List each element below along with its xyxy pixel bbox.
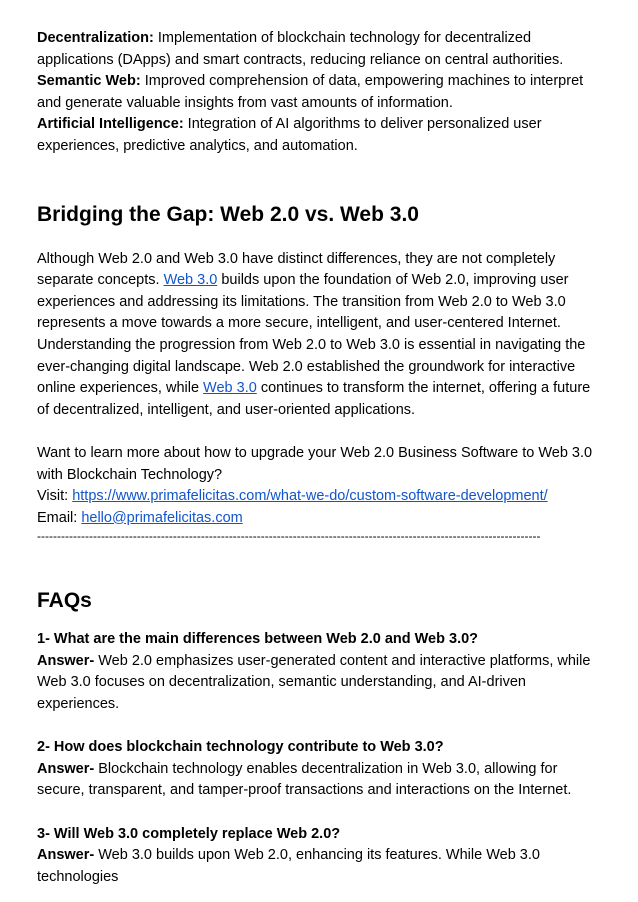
visit-link[interactable]: https://www.primafelicitas.com/what-we-do/custom-software-development/ <box>72 488 548 505</box>
spacer <box>37 716 599 738</box>
faq-answer <box>37 845 599 888</box>
intro-text: Integration of AI algorithms to deliver personalized user experiences, predictive analytics, and automation. <box>37 116 542 154</box>
web3-link[interactable]: Web 3.0 <box>203 380 257 397</box>
cta-email <box>37 508 599 530</box>
spacer <box>37 421 599 443</box>
intro-item-ai <box>37 114 599 157</box>
divider-line: ------------------------------------------------------------------------------------------------------------------------------ <box>37 529 541 544</box>
bridge-paragraph-1 <box>37 249 599 335</box>
answer-label: Answer- <box>37 847 95 864</box>
answer-text: Blockchain technology enables decentralization in Web 3.0, allowing for secure, transparent, and tamper-proof transactions and interactions on the Internet. <box>37 760 572 799</box>
answer-text: Web 2.0 emphasizes user-generated content and interactive platforms, while Web 3.0 focuses on decentralization, semantic understanding, and AI-driven experiences. <box>37 652 591 713</box>
faq-answer <box>37 651 599 716</box>
bridge-heading: Bridging the Gap: Web 2.0 vs. Web 3.0 <box>37 202 419 226</box>
faq-question: 1- What are the main differences between Web 2.0 and Web 3.0? <box>37 631 479 648</box>
faq-heading: FAQs <box>37 589 92 613</box>
intro-term: Semantic Web: <box>37 73 141 90</box>
bridge-text: builds upon the foundation of Web 2.0, improving user experiences and addressing its limitations. The transition from Web 2.0 to Web 3.0 represents a move towards a more secure, intelligent, and user-centered Internet. <box>37 272 569 332</box>
bridge-text: continues to transform the internet, offering a future of decentralized, intelligent, and user-oriented applications. <box>37 380 591 418</box>
intro-term: Decentralization: <box>37 30 154 46</box>
bridge-text: Although Web 2.0 and Web 3.0 have distinct differences, they are not completely separate concepts. <box>37 250 556 289</box>
intro-text: Improved comprehension of data, empowering machines to interpret and generate valuable insights from vast amounts of information. <box>37 73 584 111</box>
visit-label: Visit: <box>37 488 73 505</box>
bridge-text: Understanding the progression from Web 2.0 to Web 3.0 is essential in navigating the ever-changing digital landscape. Web 2.0 established the groundwork for interactive online experiences, while <box>37 336 586 397</box>
faq-question: 2- How does blockchain technology contribute to Web 3.0? <box>37 739 444 756</box>
email-label: Email: <box>37 509 82 526</box>
intro-term: Artificial Intelligence: <box>37 116 184 133</box>
intro-item-decentralization <box>37 28 599 71</box>
answer-text: Web 3.0 builds upon Web 2.0, enhancing its features. While Web 3.0 technologies <box>37 847 540 885</box>
cta-text: Want to learn more about how to upgrade your Web 2.0 Business Software to Web 3.0 with Blockchain Technology? <box>37 444 593 483</box>
intro-item-semantic-web <box>37 71 599 114</box>
bridge-paragraph-2 <box>37 335 599 421</box>
intro-text: Implementation of blockchain technology for decentralized applications (DApps) and smart contracts, reducing reliance on central authorities. <box>37 30 564 68</box>
email-link[interactable]: hello@primafelicitas.com <box>81 509 243 526</box>
faq-answer <box>37 759 599 802</box>
spacer <box>37 802 599 824</box>
answer-label: Answer- <box>37 760 95 777</box>
faq-question: 3- Will Web 3.0 completely replace Web 2.0? <box>37 825 341 842</box>
web3-link[interactable]: Web 3.0 <box>163 272 218 289</box>
document-page <box>37 28 599 888</box>
cta-visit <box>37 486 599 508</box>
answer-label: Answer- <box>37 652 95 669</box>
